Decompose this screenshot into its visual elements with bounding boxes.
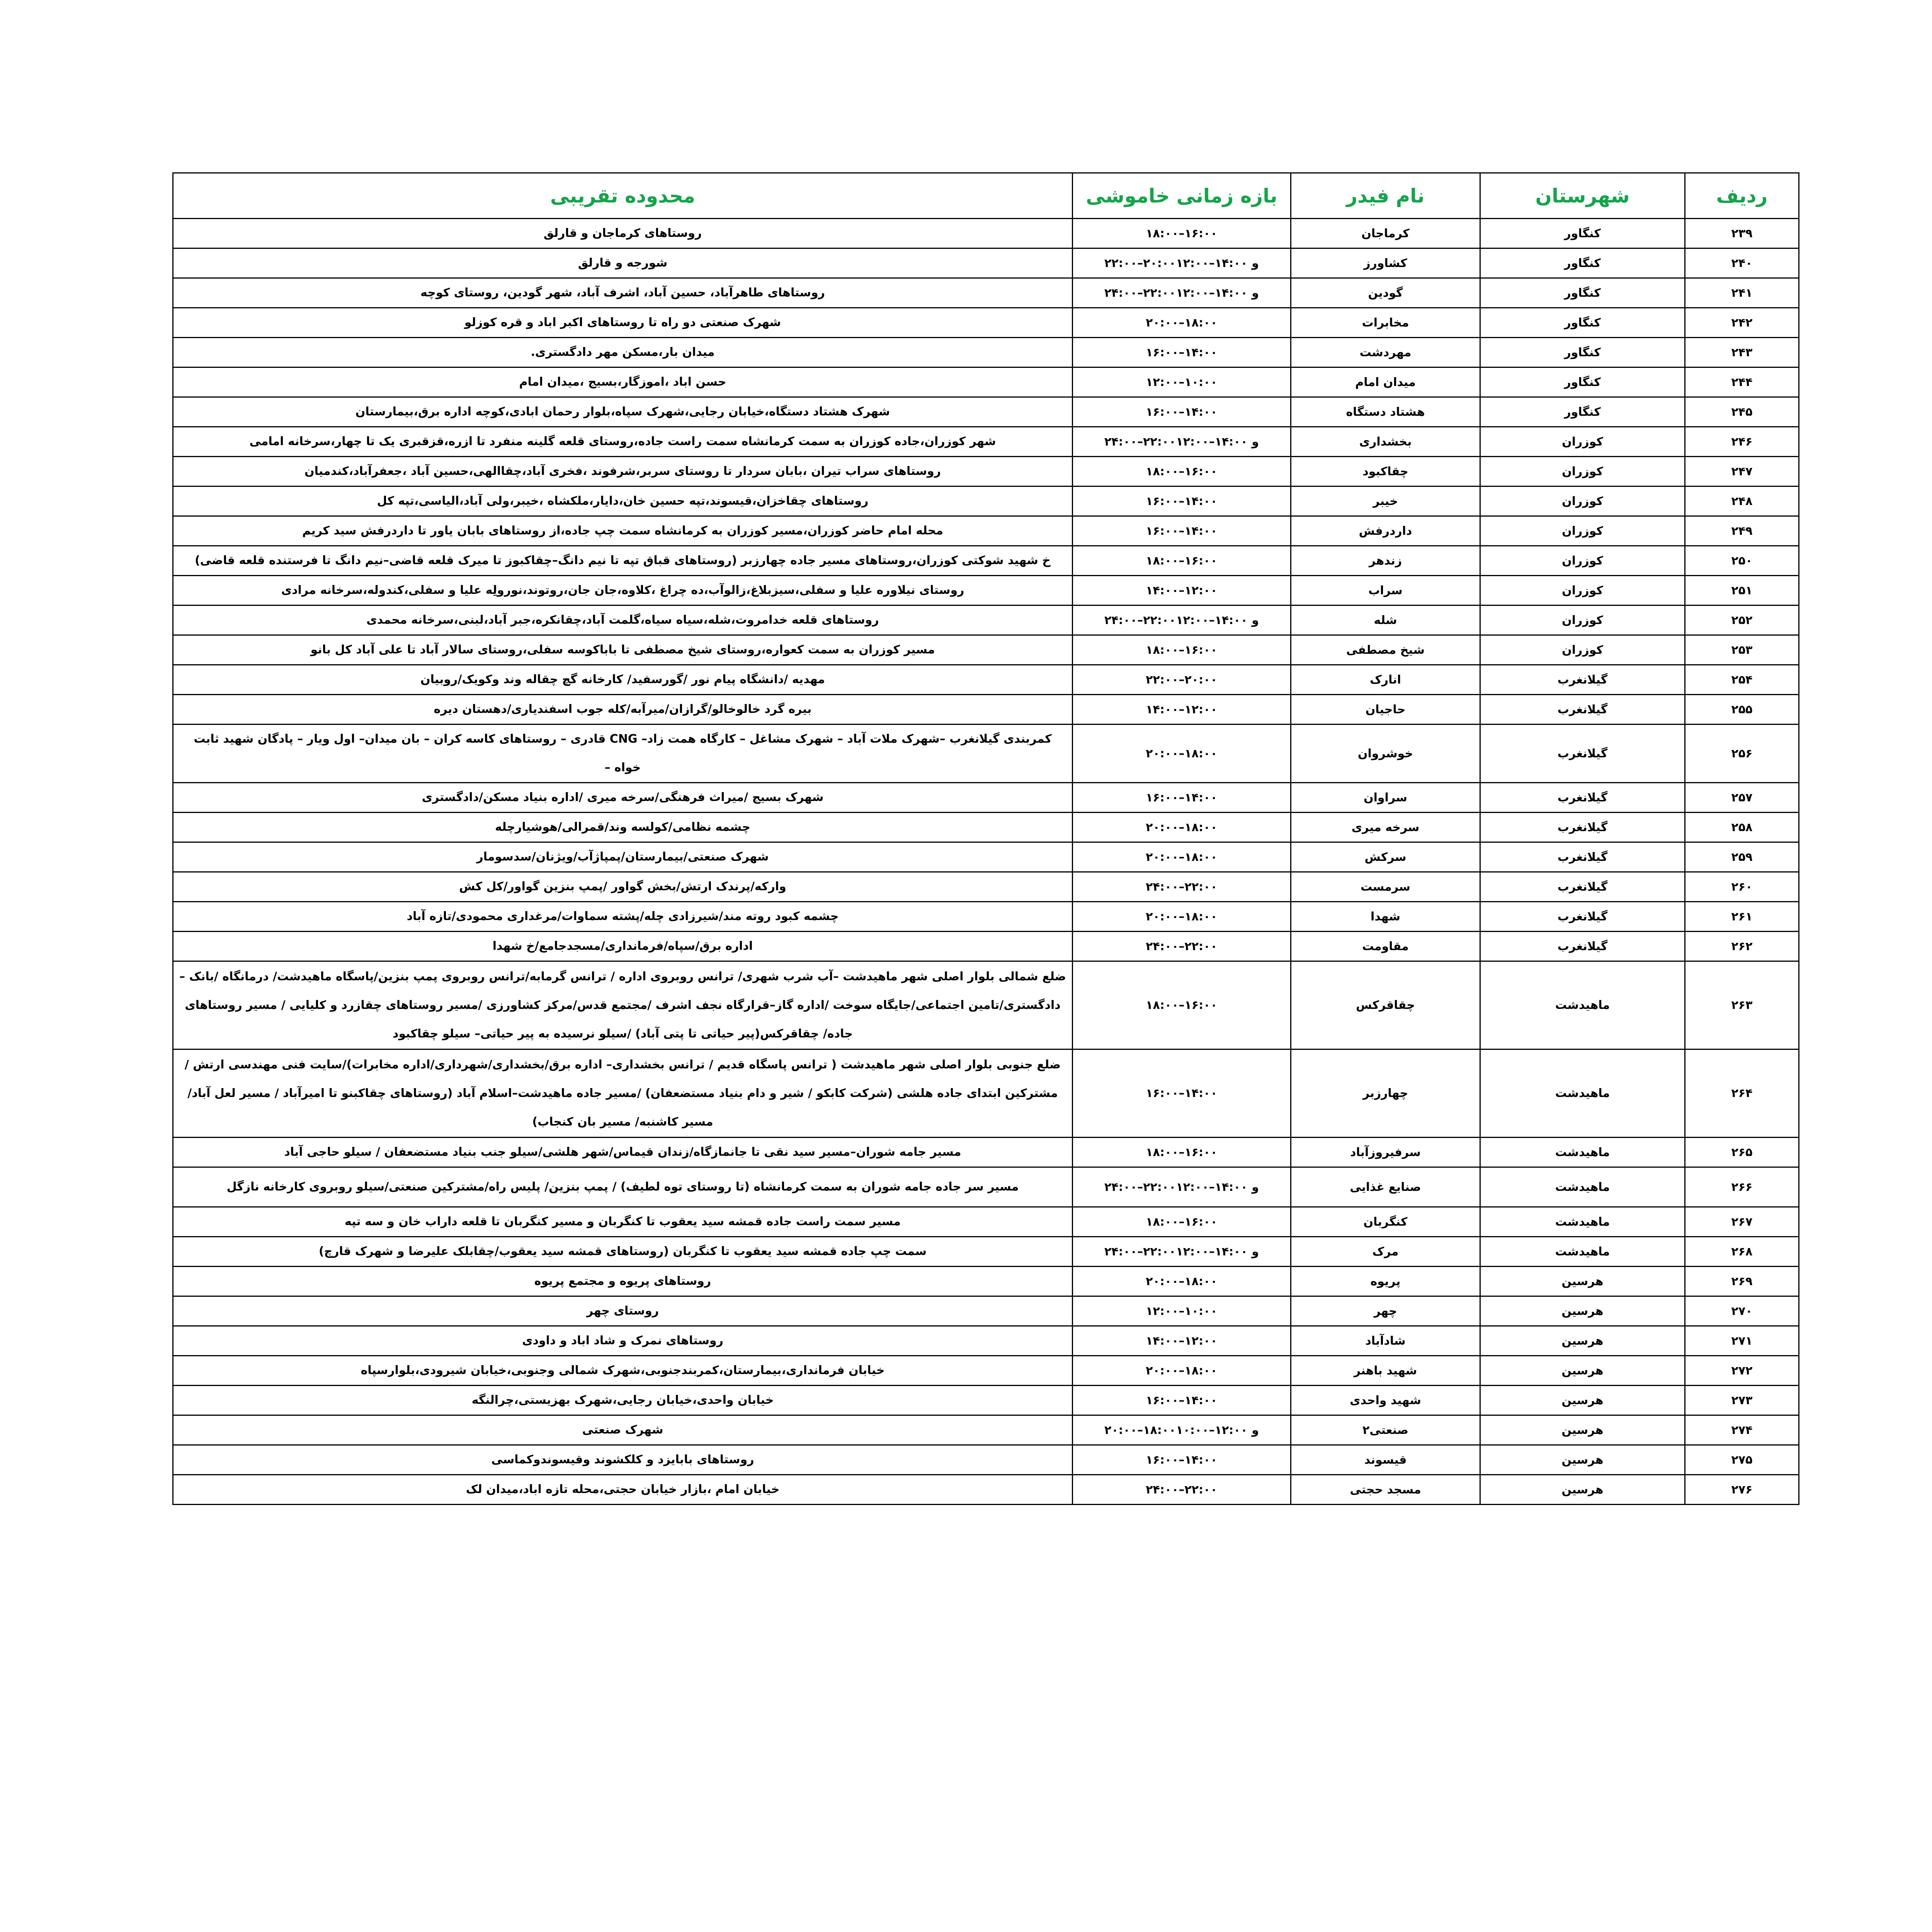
cell-time: ۱۲:۰۰–۱۰:۰۰ (1073, 367, 1291, 397)
cell-area: سمت چپ جاده قمشه سید یعقوب تا کنگربان (روستاهای قمشه سید یعقوب/چقابلک علیرضا و شهرک قارچ) (173, 1237, 1073, 1267)
cell-city: هرسین (1480, 1445, 1685, 1475)
cell-feeder: شادآباد (1291, 1326, 1480, 1356)
cell-time: ۱۶:۰۰–۱۴:۰۰ (1073, 397, 1291, 427)
cell-time: ۱۸:۰۰–۱۶:۰۰ (1073, 635, 1291, 665)
table-row (173, 932, 1799, 961)
cell-radif: ۲۴۱ (1685, 278, 1799, 308)
cell-time: ۱۴:۰۰–۱۲:۰۰ (1073, 695, 1291, 724)
cell-area: مهدیه /دانشگاه پیام نور /گورسفید/ کارخانه گچ چقاله وند وکویک/روبیان (173, 665, 1073, 695)
table-row (173, 516, 1799, 546)
table-row (173, 724, 1799, 783)
table-row (173, 308, 1799, 338)
header-city: شهرستان (1480, 173, 1685, 219)
table-row (173, 813, 1799, 842)
table-row (173, 1475, 1799, 1505)
cell-radif: ۲۶۰ (1685, 872, 1799, 902)
cell-feeder: سراوان (1291, 783, 1480, 813)
cell-time: ۱۴:۰۰–۱۲:۰۰ (1073, 1326, 1291, 1356)
table-row (173, 367, 1799, 397)
cell-city: گیلانغرب (1480, 813, 1685, 842)
cell-radif: ۲۵۷ (1685, 783, 1799, 813)
cell-area: چشمه نظامی/کولسه وند/قمرالی/هوشیارچله (173, 813, 1073, 842)
table-row (173, 1167, 1799, 1207)
cell-feeder: سرمست (1291, 872, 1480, 902)
cell-time: ۲۰:۰۰–۱۸:۰۰ (1073, 813, 1291, 842)
table-row (173, 665, 1799, 695)
cell-city: کنگاور (1480, 219, 1685, 248)
cell-area: اداره برق/سپاه/فرمانداری/مسجدجامع/خ شهدا (173, 932, 1073, 961)
cell-area: روستاهای پریوه و مجتمع پریوه (173, 1267, 1073, 1296)
cell-city: کنگاور (1480, 367, 1685, 397)
cell-area: مسیر جامه شوران–مسیر سید نقی تا جانمازگاه/زندان قیماس/شهر هلشی/سیلو جنب بنیاد مستضعفان / سیلو حاجی آباد (173, 1138, 1073, 1167)
cell-time: ۱۶:۰۰–۱۴:۰۰ (1073, 1445, 1291, 1475)
cell-feeder: صنعتی۲ (1291, 1415, 1480, 1445)
cell-feeder: شهید باهنر (1291, 1356, 1480, 1386)
cell-feeder: هشتاد دستگاه (1291, 397, 1480, 427)
cell-area: خیابان امام ،بازار خیابان حجتی،محله تازه اباد،میدان لک (173, 1475, 1073, 1505)
cell-feeder: چهارزبر (1291, 1049, 1480, 1138)
cell-radif: ۲۴۲ (1685, 308, 1799, 338)
cell-radif: ۲۵۴ (1685, 665, 1799, 695)
cell-city: گیلانغرب (1480, 932, 1685, 961)
cell-area: روستاهای کرماجان و قارلق (173, 219, 1073, 248)
cell-time: ۱۸:۰۰–۱۶:۰۰ (1073, 1207, 1291, 1237)
cell-area: ضلع شمالی بلوار اصلی شهر ماهیدشت –آب شرب شهری/ ترانس روبروی اداره / ترانس گرمابه/ترانس روبروی پمپ بنزین/پاسگاه ماهیدشت/ درمانگاه /بانک – دادگستری/تامین اجتماعی/جایگاه سوخت /اداره گاز–قرارگاه نجف اشرف /مجتمع قدس/مرکز کشاورزی /مسیر روستاهای چقازرد و کلیایی / مسیر روستاهای جاده/ چقاقرکس(پیر حیاتی تا پتی آباد) /سیلو نرسیده به پیر حیاتی– سیلو چقاکبود (173, 961, 1073, 1049)
cell-radif: ۲۷۳ (1685, 1386, 1799, 1415)
cell-feeder: مخابرات (1291, 308, 1480, 338)
cell-time: ۲۲:۰۰–۲۰:۰۰و ۱۴:۰۰–۱۲:۰۰ (1073, 248, 1291, 278)
cell-feeder: کشاورز (1291, 248, 1480, 278)
cell-city: کوزران (1480, 576, 1685, 605)
cell-radif: ۲۴۰ (1685, 248, 1799, 278)
cell-radif: ۲۷۶ (1685, 1475, 1799, 1505)
cell-radif: ۲۵۱ (1685, 576, 1799, 605)
cell-time: ۲۰:۰۰–۱۸:۰۰ (1073, 842, 1291, 872)
cell-area: بیره گرد خالوخالو/گرازان/میرآبه/کله جوب اسفندیاری/دهستان دیره (173, 695, 1073, 724)
cell-city: ماهیدشت (1480, 1138, 1685, 1167)
cell-radif: ۲۵۸ (1685, 813, 1799, 842)
cell-feeder: خوشروان (1291, 724, 1480, 783)
cell-radif: ۲۷۰ (1685, 1296, 1799, 1326)
cell-city: هرسین (1480, 1386, 1685, 1415)
cell-area: ضلع جنوبی بلوار اصلی شهر ماهیدشت ( ترانس پاسگاه قدیم / ترانس بخشداری– اداره برق/بخشداری/شهرداری/اداره مخابرات)/سایت فنی مهندسی ارتش / مشترکین ابتدای جاده هلشی (شرکت کابکو / شیر و دام بنیاد مستضعفان) /مسیر جاده ماهیدشت–اسلام آباد (روستاهای چقاکبنو تا امیرآباد / مسیر لعل آباد/مسیر کاشنبه/ مسیر بان کنجاب) (173, 1049, 1073, 1138)
cell-area: شهر کوزران،جاده کوزران به سمت کرمانشاه سمت راست جاده،روستای قلعه گلینه منفرد تا ازره،قزقبری یک تا چهار،سرخانه امامی (173, 427, 1073, 457)
cell-city: هرسین (1480, 1267, 1685, 1296)
header-radif: ردیف (1685, 173, 1799, 219)
cell-city: کوزران (1480, 486, 1685, 516)
cell-radif: ۲۶۸ (1685, 1237, 1799, 1267)
cell-city: هرسین (1480, 1326, 1685, 1356)
table-row (173, 1207, 1799, 1237)
table-row (173, 1138, 1799, 1167)
cell-area: روستاهای بابایزد و کلکشوند وقیسوندوکماسی (173, 1445, 1073, 1475)
cell-area: شهرک بسیج /میراث فرهنگی/سرخه میری /اداره بنیاد مسکن/دادگستری (173, 783, 1073, 813)
cell-area: روستاهای نمرک و شاد اباد و داودی (173, 1326, 1073, 1356)
cell-feeder: قیسوند (1291, 1445, 1480, 1475)
cell-time: ۲۴:۰۰–۲۲:۰۰ (1073, 872, 1291, 902)
cell-radif: ۲۷۲ (1685, 1356, 1799, 1386)
cell-feeder: سرفیروزآباد (1291, 1138, 1480, 1167)
cell-area: شهرک صنعتی (173, 1415, 1073, 1445)
cell-city: گیلانغرب (1480, 902, 1685, 932)
cell-time: ۲۴:۰۰–۲۲:۰۰و ۱۴:۰۰–۱۲:۰۰ (1073, 1237, 1291, 1267)
cell-feeder: میدان امام (1291, 367, 1480, 397)
cell-area: روستاهای سراب تیران ،بابان سردار تا روستای سربر،شرفوند ،فخری آباد،چقاالهی،حسین آباد ،جعفرآباد،کندمیان (173, 457, 1073, 486)
cell-radif: ۲۶۳ (1685, 961, 1799, 1049)
cell-area: کمربندی گیلانغرب –شهرک ملات آباد – شهرک مشاغل – کارگاه همت زاد– CNG قادری – روستاهای کاسه کران – بان میدان– اول ویار – پادگان شهید ثابت خواه – (173, 724, 1073, 783)
table-row (173, 1237, 1799, 1267)
cell-radif: ۲۶۲ (1685, 932, 1799, 961)
cell-radif: ۲۵۲ (1685, 605, 1799, 635)
cell-feeder: داردرفش (1291, 516, 1480, 546)
cell-time: ۲۰:۰۰–۱۸:۰۰ (1073, 1356, 1291, 1386)
cell-city: کنگاور (1480, 308, 1685, 338)
cell-feeder: کرماجان (1291, 219, 1480, 248)
table-row (173, 783, 1799, 813)
table-row (173, 427, 1799, 457)
cell-time: ۲۴:۰۰–۲۲:۰۰ (1073, 932, 1291, 961)
cell-area: مسیر کوزران به سمت کعواره،روستای شیخ مصطفی تا باباکوسه سفلی،روستای سالار آباد تا علی آباد کل بانو (173, 635, 1073, 665)
cell-feeder: شهید واحدی (1291, 1386, 1480, 1415)
cell-radif: ۲۶۵ (1685, 1138, 1799, 1167)
cell-time: ۱۸:۰۰–۱۶:۰۰ (1073, 219, 1291, 248)
cell-time: ۱۶:۰۰–۱۴:۰۰ (1073, 486, 1291, 516)
cell-radif: ۲۴۵ (1685, 397, 1799, 427)
header-time: بازه زمانی خاموشی (1073, 173, 1291, 219)
cell-city: ماهیدشت (1480, 1049, 1685, 1138)
cell-city: گیلانغرب (1480, 695, 1685, 724)
cell-radif: ۲۶۱ (1685, 902, 1799, 932)
cell-feeder: خیبر (1291, 486, 1480, 516)
cell-feeder: کنگربان (1291, 1207, 1480, 1237)
cell-area: چشمه کبود روته مند/شیرزادی چله/پشته سماوات/مرغداری محمودی/تازه آباد (173, 902, 1073, 932)
cell-time: ۱۶:۰۰–۱۴:۰۰ (1073, 1386, 1291, 1415)
cell-radif: ۲۵۳ (1685, 635, 1799, 665)
cell-time: ۲۰:۰۰–۱۸:۰۰ (1073, 1267, 1291, 1296)
cell-radif: ۲۵۰ (1685, 546, 1799, 576)
cell-area: شهرک صنعتی/بیمارستان/پمپاژآب/ویژنان/سدسومار (173, 842, 1073, 872)
cell-area: خ شهید شوکتی کوزران،روستاهای مسیر جاده چهارزبر (روستاهای قباق تپه تا نیم دانگ–چقاکبوز تا میرک قلعه قاضی–نیم دانگ تا فرستنده قلعه قاضی) (173, 546, 1073, 576)
cell-area: خیابان فرمانداری،بیمارستان،کمربندجنوبی،شهرک شمالی وجنوبی،خیابان شیرودی،بلوارسپاه (173, 1356, 1073, 1386)
cell-feeder: چهر (1291, 1296, 1480, 1326)
table-row (173, 635, 1799, 665)
cell-city: کنگاور (1480, 338, 1685, 367)
cell-radif: ۲۷۴ (1685, 1415, 1799, 1445)
table-row (173, 397, 1799, 427)
cell-city: هرسین (1480, 1415, 1685, 1445)
cell-feeder: پریوه (1291, 1267, 1480, 1296)
cell-time: ۱۶:۰۰–۱۴:۰۰ (1073, 338, 1291, 367)
table-row (173, 872, 1799, 902)
table-header-row (173, 173, 1799, 219)
cell-area: مسیر سر جاده جامه شوران به سمت کرمانشاه (تا روستای توه لطیف) / پمپ بنزین/ پلیس راه/مشترکین صنعتی/سیلو روبروی کارخانه نازگل (173, 1167, 1073, 1207)
cell-feeder: صنایع غذایی (1291, 1167, 1480, 1207)
cell-area: شهرک صنعتی دو راه تا روستاهای اکبر اباد و قره کوزلو (173, 308, 1073, 338)
table-row (173, 1386, 1799, 1415)
cell-feeder: گودین (1291, 278, 1480, 308)
cell-area: شهرک هشتاد دستگاه،خیابان رجایی،شهرک سپاه،بلوار رحمان ابادی،کوچه اداره برق،بیمارستان (173, 397, 1073, 427)
cell-city: کوزران (1480, 516, 1685, 546)
cell-time: ۲۰:۰۰–۱۸:۰۰ (1073, 724, 1291, 783)
cell-time: ۲۴:۰۰–۲۲:۰۰و ۱۴:۰۰–۱۲:۰۰ (1073, 278, 1291, 308)
table-row (173, 695, 1799, 724)
cell-city: کوزران (1480, 605, 1685, 635)
table-row (173, 1267, 1799, 1296)
cell-city: گیلانغرب (1480, 724, 1685, 783)
cell-feeder: مرک (1291, 1237, 1480, 1267)
cell-radif: ۲۶۴ (1685, 1049, 1799, 1138)
table-row (173, 278, 1799, 308)
cell-feeder: حاجیان (1291, 695, 1480, 724)
cell-city: کوزران (1480, 635, 1685, 665)
cell-city: هرسین (1480, 1475, 1685, 1505)
table-row (173, 457, 1799, 486)
cell-area: روستاهای چقاخزان،قیسوند،تپه حسین خان،دایار،ملکشاه ،خیبر،ولی آباد،الیاسی،تپه کل (173, 486, 1073, 516)
cell-area: روستای چهر (173, 1296, 1073, 1326)
table-row (173, 1415, 1799, 1445)
cell-radif: ۲۴۷ (1685, 457, 1799, 486)
cell-city: کنگاور (1480, 397, 1685, 427)
cell-city: هرسین (1480, 1356, 1685, 1386)
table-row (173, 576, 1799, 605)
cell-radif: ۲۶۶ (1685, 1167, 1799, 1207)
table-row (173, 1049, 1799, 1138)
table-body (173, 219, 1799, 1505)
cell-area: خیابان واحدی،خیابان رجایی،شهرک بهزیستی،چرالنگه (173, 1386, 1073, 1415)
cell-area: روستاهای قلعه خدامروت،شله،سیاه سیاه،گلمت آباد،چقانکره،جبر آباد،لبنی،سرخانه محمدی (173, 605, 1073, 635)
cell-feeder: سرخه میری (1291, 813, 1480, 842)
cell-feeder: شیخ مصطفی (1291, 635, 1480, 665)
table-row (173, 219, 1799, 248)
cell-area: روستاهای طاهرآباد، حسین آباد، اشرف آباد، شهر گودین، روستای کوچه (173, 278, 1073, 308)
cell-area: شورجه و قارلق (173, 248, 1073, 278)
cell-time: ۱۸:۰۰–۱۶:۰۰ (1073, 546, 1291, 576)
cell-city: گیلانغرب (1480, 842, 1685, 872)
cell-city: گیلانغرب (1480, 783, 1685, 813)
table-row (173, 1445, 1799, 1475)
cell-area: میدان بار،مسکن مهر دادگستری. (173, 338, 1073, 367)
outage-schedule-table (172, 172, 1799, 1505)
header-area: محدوده تقریبی (173, 173, 1073, 219)
header-feeder: نام فیدر (1291, 173, 1480, 219)
table-row (173, 961, 1799, 1049)
cell-time: ۲۰:۰۰–۱۸:۰۰و ۱۲:۰۰–۱۰:۰۰ (1073, 1415, 1291, 1445)
table-row (173, 1326, 1799, 1356)
table-row (173, 902, 1799, 932)
cell-city: کوزران (1480, 457, 1685, 486)
cell-time: ۱۶:۰۰–۱۴:۰۰ (1073, 516, 1291, 546)
cell-feeder: مقاومت (1291, 932, 1480, 961)
cell-radif: ۲۴۴ (1685, 367, 1799, 397)
table-row (173, 1296, 1799, 1326)
cell-area: روستای نیلاوره علیا و سفلی،سیزبلاغ،زالوآب،ده چراغ ،کلاوه،جان جان،روتوند،نورولِه علیا و سفلی،کندوله،سرخانه مرادی (173, 576, 1073, 605)
table-row (173, 842, 1799, 872)
cell-radif: ۲۴۶ (1685, 427, 1799, 457)
cell-city: ماهیدشت (1480, 1237, 1685, 1267)
cell-radif: ۲۴۳ (1685, 338, 1799, 367)
cell-city: کوزران (1480, 427, 1685, 457)
cell-feeder: بخشداری (1291, 427, 1480, 457)
cell-time: ۲۴:۰۰–۲۲:۰۰و ۱۴:۰۰–۱۲:۰۰ (1073, 427, 1291, 457)
cell-radif: ۲۵۹ (1685, 842, 1799, 872)
cell-time: ۲۰:۰۰–۱۸:۰۰ (1073, 902, 1291, 932)
cell-radif: ۲۶۹ (1685, 1267, 1799, 1296)
cell-time: ۱۲:۰۰–۱۰:۰۰ (1073, 1296, 1291, 1326)
cell-city: کنگاور (1480, 248, 1685, 278)
cell-time: ۲۲:۰۰–۲۰:۰۰ (1073, 665, 1291, 695)
table-row (173, 486, 1799, 516)
cell-city: گیلانغرب (1480, 872, 1685, 902)
cell-feeder: شله (1291, 605, 1480, 635)
cell-feeder: زندهر (1291, 546, 1480, 576)
cell-time: ۲۴:۰۰–۲۲:۰۰ (1073, 1475, 1291, 1505)
cell-area: محله امام حاضر کوزران،مسیر کوزران به کرمانشاه سمت چپ جاده،از روستاهای بابان یاور تا داردرفش سید کریم (173, 516, 1073, 546)
cell-time: ۱۸:۰۰–۱۶:۰۰ (1073, 1138, 1291, 1167)
cell-time: ۲۴:۰۰–۲۲:۰۰و ۱۴:۰۰–۱۲:۰۰ (1073, 1167, 1291, 1207)
table-row (173, 605, 1799, 635)
cell-feeder: چقاقرکس (1291, 961, 1480, 1049)
cell-radif: ۲۵۵ (1685, 695, 1799, 724)
cell-feeder: سراب (1291, 576, 1480, 605)
cell-city: ماهیدشت (1480, 1167, 1685, 1207)
cell-feeder: سرکش (1291, 842, 1480, 872)
cell-time: ۱۴:۰۰–۱۲:۰۰ (1073, 576, 1291, 605)
cell-area: حسن اباد ،اموزگار،بسیج ،میدان امام (173, 367, 1073, 397)
cell-city: هرسین (1480, 1296, 1685, 1326)
cell-radif: ۲۴۹ (1685, 516, 1799, 546)
cell-time: ۲۴:۰۰–۲۲:۰۰و ۱۴:۰۰–۱۲:۰۰ (1073, 605, 1291, 635)
table-row (173, 338, 1799, 367)
cell-time: ۲۰:۰۰–۱۸:۰۰ (1073, 308, 1291, 338)
cell-area: مسیر سمت راست جاده قمشه سید یعقوب تا کنگربان و مسیر کنگربان تا قلعه داراب خان و سه تپه (173, 1207, 1073, 1237)
cell-time: ۱۸:۰۰–۱۶:۰۰ (1073, 961, 1291, 1049)
cell-feeder: مهردشت (1291, 338, 1480, 367)
table-row (173, 546, 1799, 576)
cell-radif: ۲۵۶ (1685, 724, 1799, 783)
cell-radif: ۲۷۵ (1685, 1445, 1799, 1475)
cell-time: ۱۶:۰۰–۱۴:۰۰ (1073, 1049, 1291, 1138)
cell-city: ماهیدشت (1480, 961, 1685, 1049)
cell-radif: ۲۶۷ (1685, 1207, 1799, 1237)
table-row (173, 248, 1799, 278)
cell-city: ماهیدشت (1480, 1207, 1685, 1237)
cell-radif: ۲۳۹ (1685, 219, 1799, 248)
cell-radif: ۲۷۱ (1685, 1326, 1799, 1356)
cell-city: گیلانغرب (1480, 665, 1685, 695)
cell-feeder: مسجد حجتی (1291, 1475, 1480, 1505)
cell-time: ۱۸:۰۰–۱۶:۰۰ (1073, 457, 1291, 486)
cell-feeder: چقاکبود (1291, 457, 1480, 486)
cell-city: کنگاور (1480, 278, 1685, 308)
cell-time: ۱۶:۰۰–۱۴:۰۰ (1073, 783, 1291, 813)
cell-radif: ۲۴۸ (1685, 486, 1799, 516)
cell-area: وارکه/پرندک ارتش/بخش گواور /پمپ بنزین گواور/کل کش (173, 872, 1073, 902)
table-row (173, 1356, 1799, 1386)
cell-feeder: انارک (1291, 665, 1480, 695)
cell-city: کوزران (1480, 546, 1685, 576)
cell-feeder: شهدا (1291, 902, 1480, 932)
